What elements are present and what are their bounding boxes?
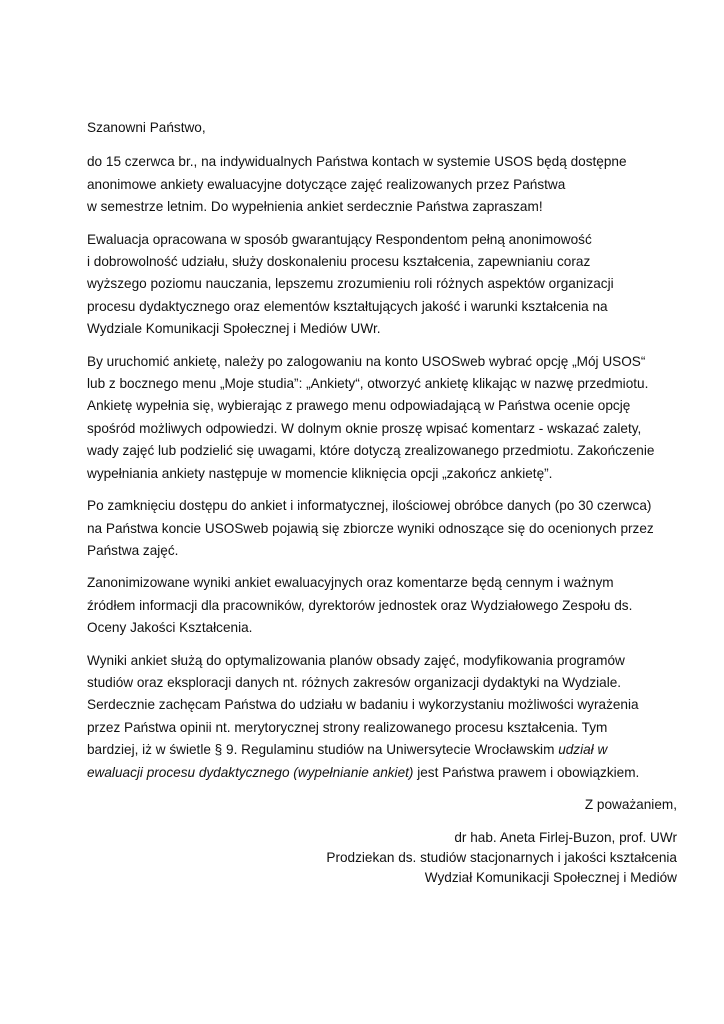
paragraph-line: i dobrowolność udziału, służy doskonaleniu procesu kształcenia, zapewnianiu coraz [87, 254, 591, 270]
regulation-emphasis: udział w [558, 742, 608, 758]
regulation-text: bardziej, iż w świetle § 9. Regulaminu studiów na Uniwersytecie Wrocławskim [87, 742, 559, 758]
paragraph-anonymized-results [87, 572, 677, 639]
paragraph-line: Serdecznie zachęcam Państwa do udziału w badaniu i wykorzystaniu możliwości wyrażenia [87, 697, 639, 713]
letter-page [87, 117, 677, 888]
paragraph-evaluation-purpose [87, 229, 677, 341]
paragraph-line: By uruchomić ankietę, należy po zalogowaniu na konto USOSweb wybrać opcję „Mój USOS“ [87, 353, 646, 369]
paragraph-line [87, 739, 677, 761]
paragraph-line: Wydziale Komunikacji Społecznej i Mediów UWr. [87, 321, 381, 337]
paragraph-line: źródłem informacji dla pracowników, dyrektorów jednostek oraz Wydziałowego Zespołu ds. [87, 597, 633, 613]
paragraph-line: Po zamknięciu dostępu do ankiet i informatycznej, ilościowej obróbce danych (po 30 czerwca) [87, 498, 652, 514]
paragraph-results-usage [87, 650, 677, 784]
paragraph-line: procesu dydaktycznego oraz elementów kształtujących jakość i warunki kształcenia na [87, 298, 608, 314]
paragraph-line: Zanonimizowane wyniki ankiet ewaluacyjnych oraz komentarze będą cennym i ważnym [87, 575, 614, 591]
letter-greeting [87, 117, 677, 139]
paragraph-line: Oceny Jakości Kształcenia. [87, 620, 253, 636]
paragraph-line: w semestrze letnim. Do wypełnienia ankiet serdecznie Państwa zapraszam! [87, 199, 543, 215]
greeting-text: Szanowni Państwo, [87, 120, 206, 135]
paragraph-survey-availability [87, 151, 677, 218]
paragraph-line: wypełniania ankiety następuje w momencie kliknięcia opcji „zakończ ankietę”. [87, 465, 553, 481]
paragraph-line: Ewaluacja opracowana w sposób gwarantujący Respondentom pełną anonimowość [87, 231, 592, 247]
closing-text: Z poważaniem, [584, 796, 677, 812]
paragraph-line: Ankietę wypełnia się, wybierając z prawego menu odpowiadającą w Państwa ocenie opcję [87, 398, 631, 414]
paragraph-line: lub z bocznego menu „Moje studia”: „Ankiety“, otworzyć ankietę klikając w nazwę przedmiotu. [87, 376, 649, 392]
paragraph-line: anonimowe ankiety ewaluacyjne dotyczące zajęć realizowanych przez Państwa [87, 176, 566, 192]
paragraph-line: wady zajęć lub podzielić się uwagami, które dotyczą zrealizowanego przedmiotu. Zakończenie [87, 443, 655, 459]
signatory-faculty: Wydział Komunikacji Społecznej i Mediów [424, 870, 677, 886]
paragraph-line: studiów oraz eksploracji danych nt. różnych zakresów organizacji dydaktyki na Wydziale. [87, 674, 622, 690]
paragraph-line: Państwa zajęć. [87, 542, 179, 558]
paragraph-line: Wyniki ankiet służą do optymalizowania planów obsady zajęć, modyfikowania programów [87, 652, 625, 668]
paragraph-line: do 15 czerwca br., na indywidualnych Państwa kontach w systemie USOS będą dostępne [87, 154, 627, 170]
paragraph-how-to-start [87, 351, 677, 485]
paragraph-line [87, 762, 677, 784]
signatory-name: dr hab. Aneta Firlej-Buzon, prof. UWr [454, 830, 677, 846]
signature-block [87, 828, 677, 888]
regulation-emphasis-cont: ewaluacji procesu dydaktycznego (wypełnianie ankiet) [87, 764, 414, 780]
paragraph-results-availability [87, 495, 677, 562]
regulation-text-end: jest Państwa prawem i obowiązkiem. [413, 764, 640, 780]
paragraph-line: wyższego poziomu nauczania, lepszemu zrozumieniu roli różnych aspektów organizacji [87, 276, 614, 292]
paragraph-line: na Państwa koncie USOSweb pojawią się zbiorcze wyniki odnoszące się do ocenionych przez [87, 520, 654, 536]
letter-closing [87, 794, 677, 816]
paragraph-line: spośród możliwych odpowiedzi. W dolnym oknie proszę wpisać komentarz - wskazać zalety, [87, 420, 642, 436]
paragraph-line: przez Państwa opinii nt. merytorycznej strony realizowanego procesu kształcenia. Tym [87, 719, 608, 735]
signatory-position: Prodziekan ds. studiów stacjonarnych i jakości kształcenia [326, 850, 677, 866]
